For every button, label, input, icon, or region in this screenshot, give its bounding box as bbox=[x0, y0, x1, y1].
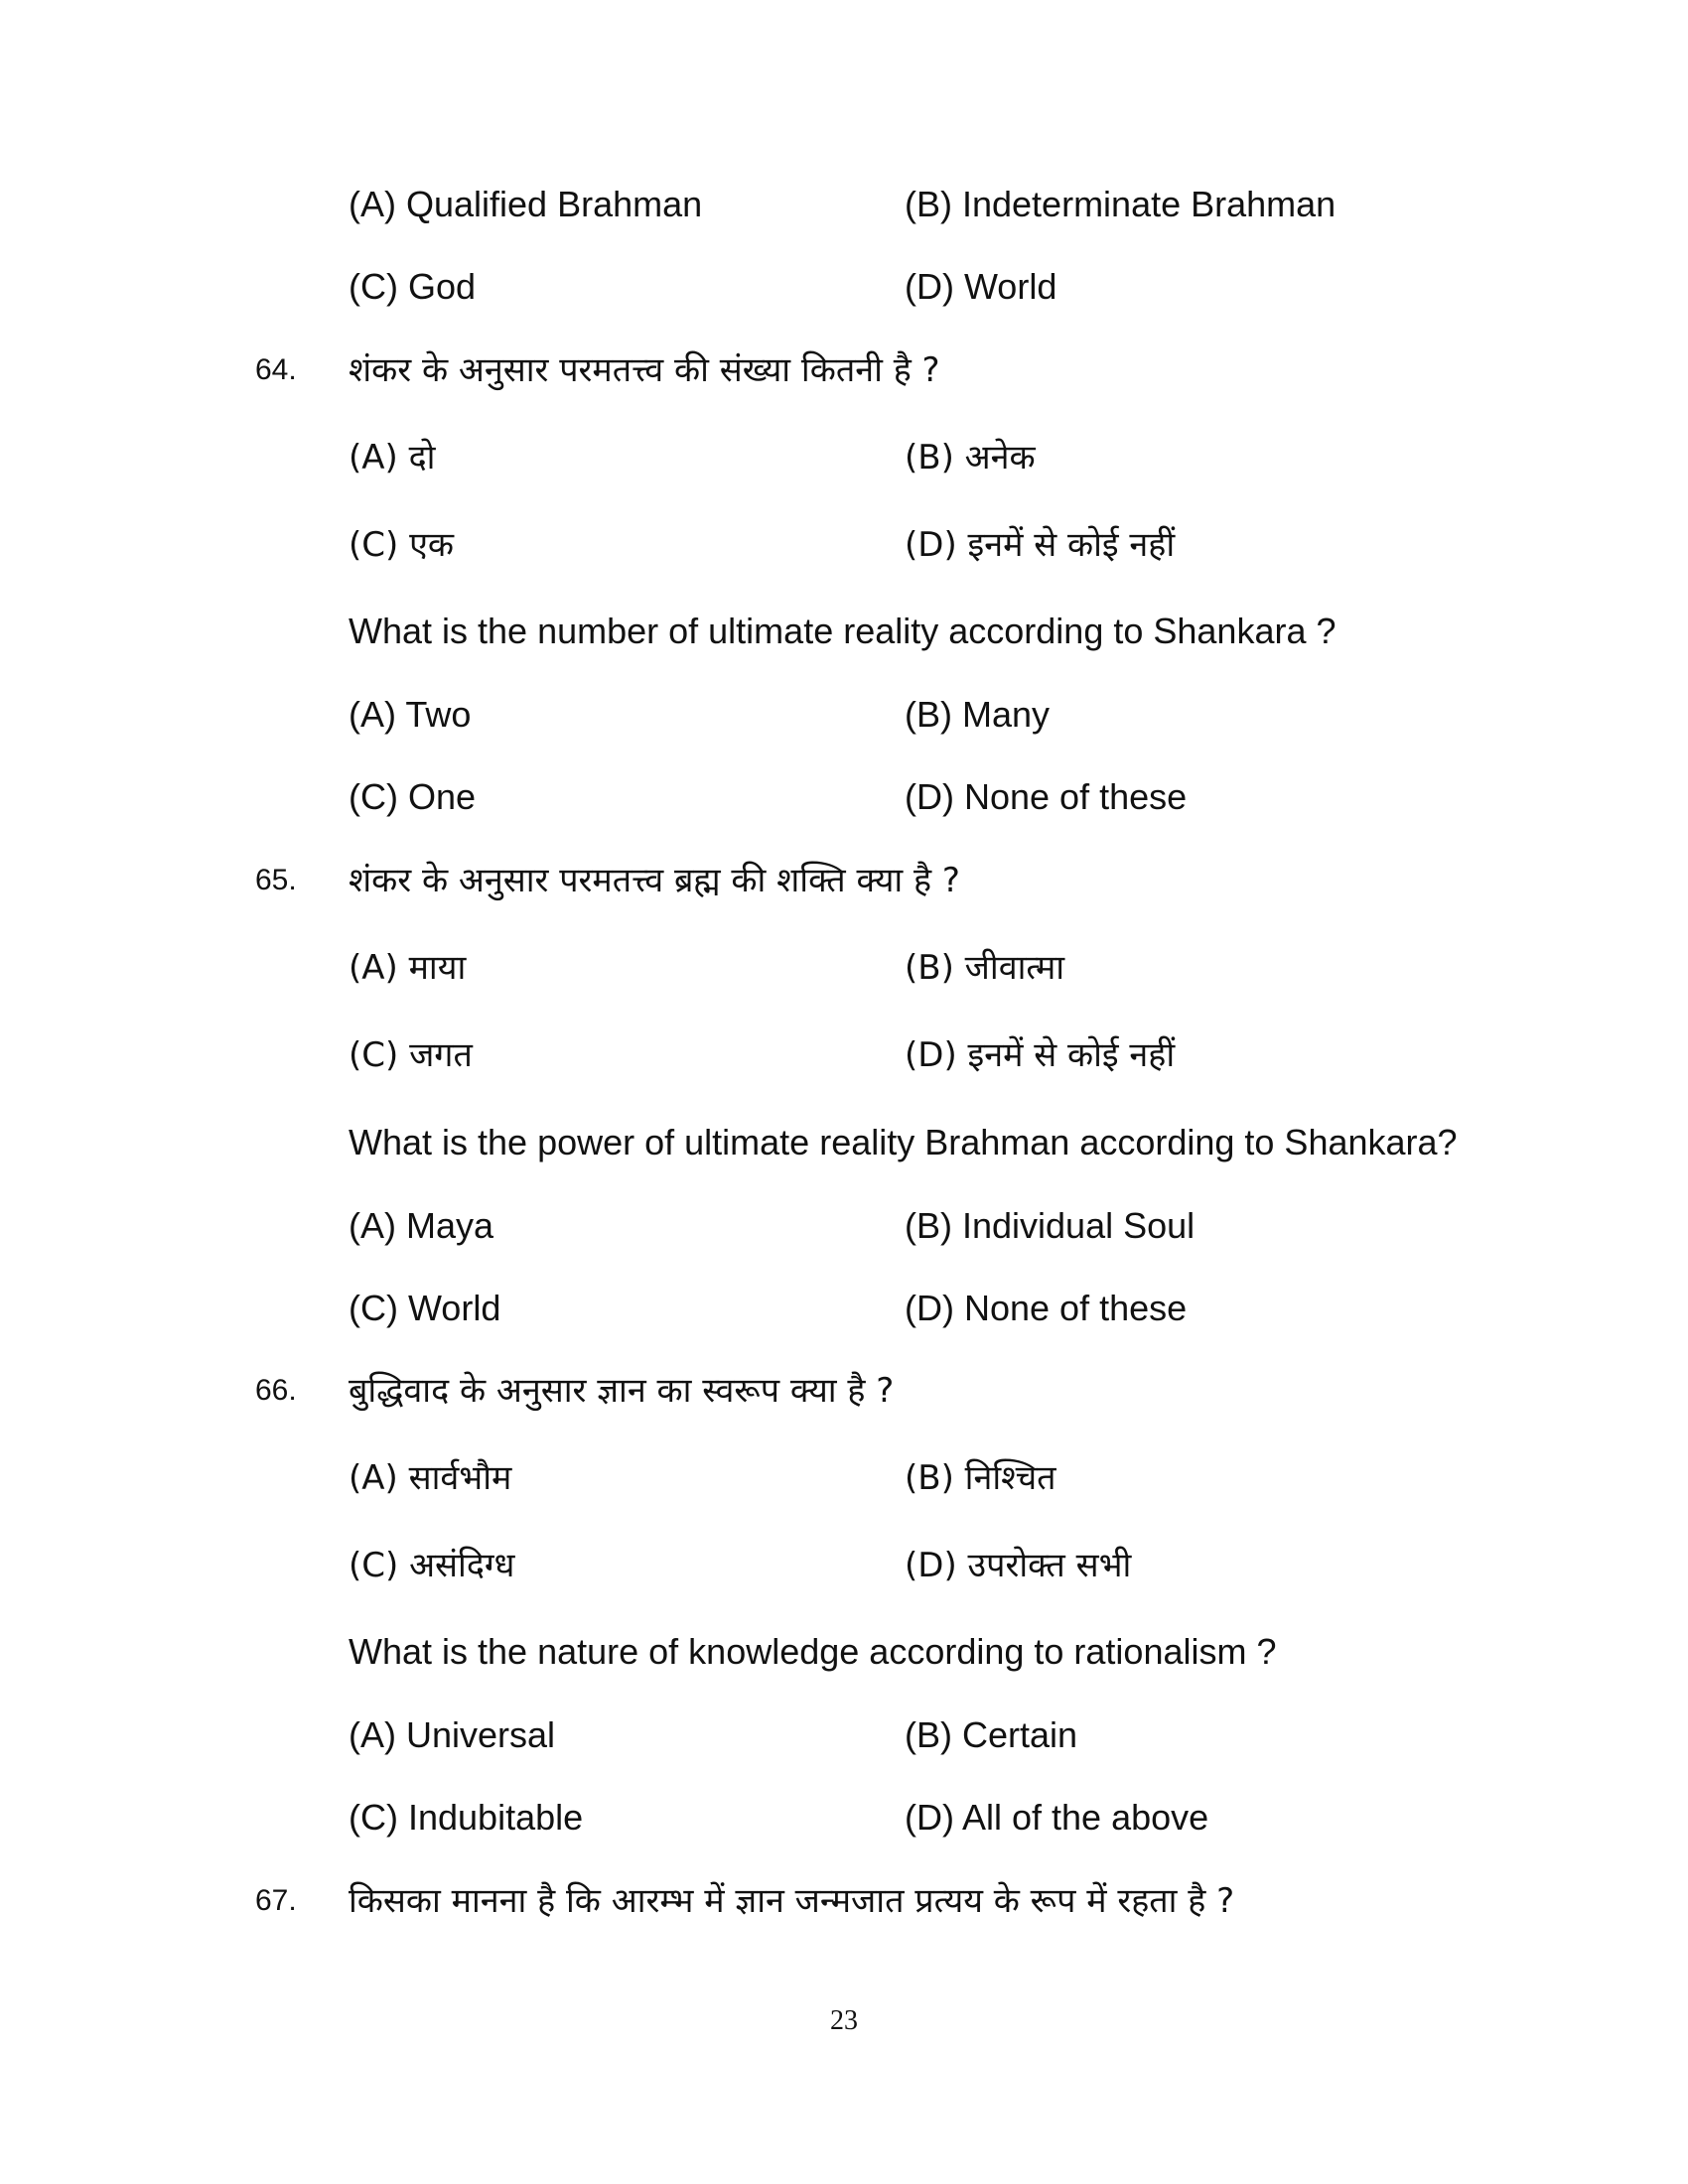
q64-hi-option-a: (A) दो bbox=[349, 438, 436, 478]
q66-en-options-row-2 bbox=[0, 1778, 1688, 1857]
q66-hindi-question bbox=[0, 1351, 1688, 1431]
q65-en-option-a: (A) Maya bbox=[349, 1205, 494, 1246]
page-number: 23 bbox=[830, 2005, 858, 2036]
question-text-hindi: किसका मानना है कि आरम्भ में ज्ञान जन्मजात प्रत्यय के रूप में रहता है ? bbox=[349, 1881, 1235, 1921]
question-text-hindi: शंकर के अनुसार परमतत्त्व ब्रह्म की शक्ति क्या है ? bbox=[349, 861, 960, 900]
q66-english-question bbox=[0, 1612, 1688, 1692]
q65-hi-option-d: (D) इनमें से कोई नहीं bbox=[905, 1035, 1176, 1075]
q64-en-options-row-2 bbox=[0, 757, 1688, 837]
q65-en-option-d: (D) None of these bbox=[905, 1288, 1188, 1328]
q65-en-option-c: (C) World bbox=[349, 1288, 501, 1328]
q63-options-row-1 bbox=[0, 165, 1688, 244]
question-number: 65. bbox=[255, 864, 297, 896]
question-number: 67. bbox=[255, 1884, 297, 1917]
q66-en-options-row-1 bbox=[0, 1696, 1688, 1775]
q65-hi-options-row-2 bbox=[0, 1016, 1688, 1095]
q63-en-option-b: (B) Indeterminate Brahman bbox=[905, 184, 1336, 224]
q66-hi-option-b: (B) निश्चित bbox=[905, 1458, 1056, 1498]
q65-en-options-row-2 bbox=[0, 1269, 1688, 1348]
q66-hi-option-c: (C) असंदिग्ध bbox=[349, 1546, 515, 1585]
q63-en-option-c: (C) God bbox=[349, 266, 477, 307]
q65-hi-options-row-1 bbox=[0, 928, 1688, 1008]
q66-hi-option-a: (A) सार्वभौम bbox=[349, 1458, 512, 1498]
q64-english-question bbox=[0, 592, 1688, 671]
q64-hi-option-d: (D) इनमें से कोई नहीं bbox=[905, 525, 1176, 565]
question-number: 66. bbox=[255, 1374, 297, 1407]
q63-options-row-2 bbox=[0, 247, 1688, 327]
q64-en-option-d: (D) None of these bbox=[905, 776, 1188, 817]
q64-hi-option-c: (C) एक bbox=[349, 525, 454, 565]
question-text-english: What is the nature of knowledge according to rationalism ? bbox=[349, 1631, 1277, 1672]
q63-en-option-a: (A) Qualified Brahman bbox=[349, 184, 703, 224]
q64-en-options-row-1 bbox=[0, 675, 1688, 754]
q66-en-option-a: (A) Universal bbox=[349, 1714, 556, 1755]
q64-hi-options-row-1 bbox=[0, 418, 1688, 497]
question-text-english: What is the number of ultimate reality according to Shankara ? bbox=[349, 611, 1336, 651]
q66-en-option-c: (C) Indubitable bbox=[349, 1797, 584, 1838]
question-text-hindi: बुद्धिवाद के अनुसार ज्ञान का स्वरूप क्या है ? bbox=[349, 1371, 895, 1411]
q66-hi-options-row-2 bbox=[0, 1526, 1688, 1605]
q64-hindi-question bbox=[0, 331, 1688, 410]
q66-en-option-d: (D) All of the above bbox=[905, 1797, 1209, 1838]
q64-hi-options-row-2 bbox=[0, 505, 1688, 585]
q64-en-option-b: (B) Many bbox=[905, 694, 1051, 735]
q66-hi-options-row-1 bbox=[0, 1438, 1688, 1518]
q64-en-option-c: (C) One bbox=[349, 776, 477, 817]
question-text-english: What is the power of ultimate reality Brahman according to Shankara? bbox=[349, 1122, 1458, 1162]
q65-hindi-question bbox=[0, 841, 1688, 920]
q67-hindi-question bbox=[0, 1861, 1688, 1941]
q66-hi-option-d: (D) उपरोक्त सभी bbox=[905, 1546, 1132, 1585]
q65-hi-option-b: (B) जीवात्मा bbox=[905, 948, 1065, 988]
q64-en-option-a: (A) Two bbox=[349, 694, 472, 735]
q65-hi-option-c: (C) जगत bbox=[349, 1035, 473, 1075]
q65-hi-option-a: (A) माया bbox=[349, 948, 467, 988]
q65-en-option-b: (B) Individual Soul bbox=[905, 1205, 1196, 1246]
q63-en-option-d: (D) World bbox=[905, 266, 1057, 307]
question-text-hindi: शंकर के अनुसार परमतत्त्व की संख्या कितनी है ? bbox=[349, 350, 940, 390]
question-number: 64. bbox=[255, 353, 297, 386]
q65-english-question bbox=[0, 1103, 1688, 1182]
q66-en-option-b: (B) Certain bbox=[905, 1714, 1078, 1755]
q65-en-options-row-1 bbox=[0, 1186, 1688, 1266]
q64-hi-option-b: (B) अनेक bbox=[905, 438, 1036, 478]
